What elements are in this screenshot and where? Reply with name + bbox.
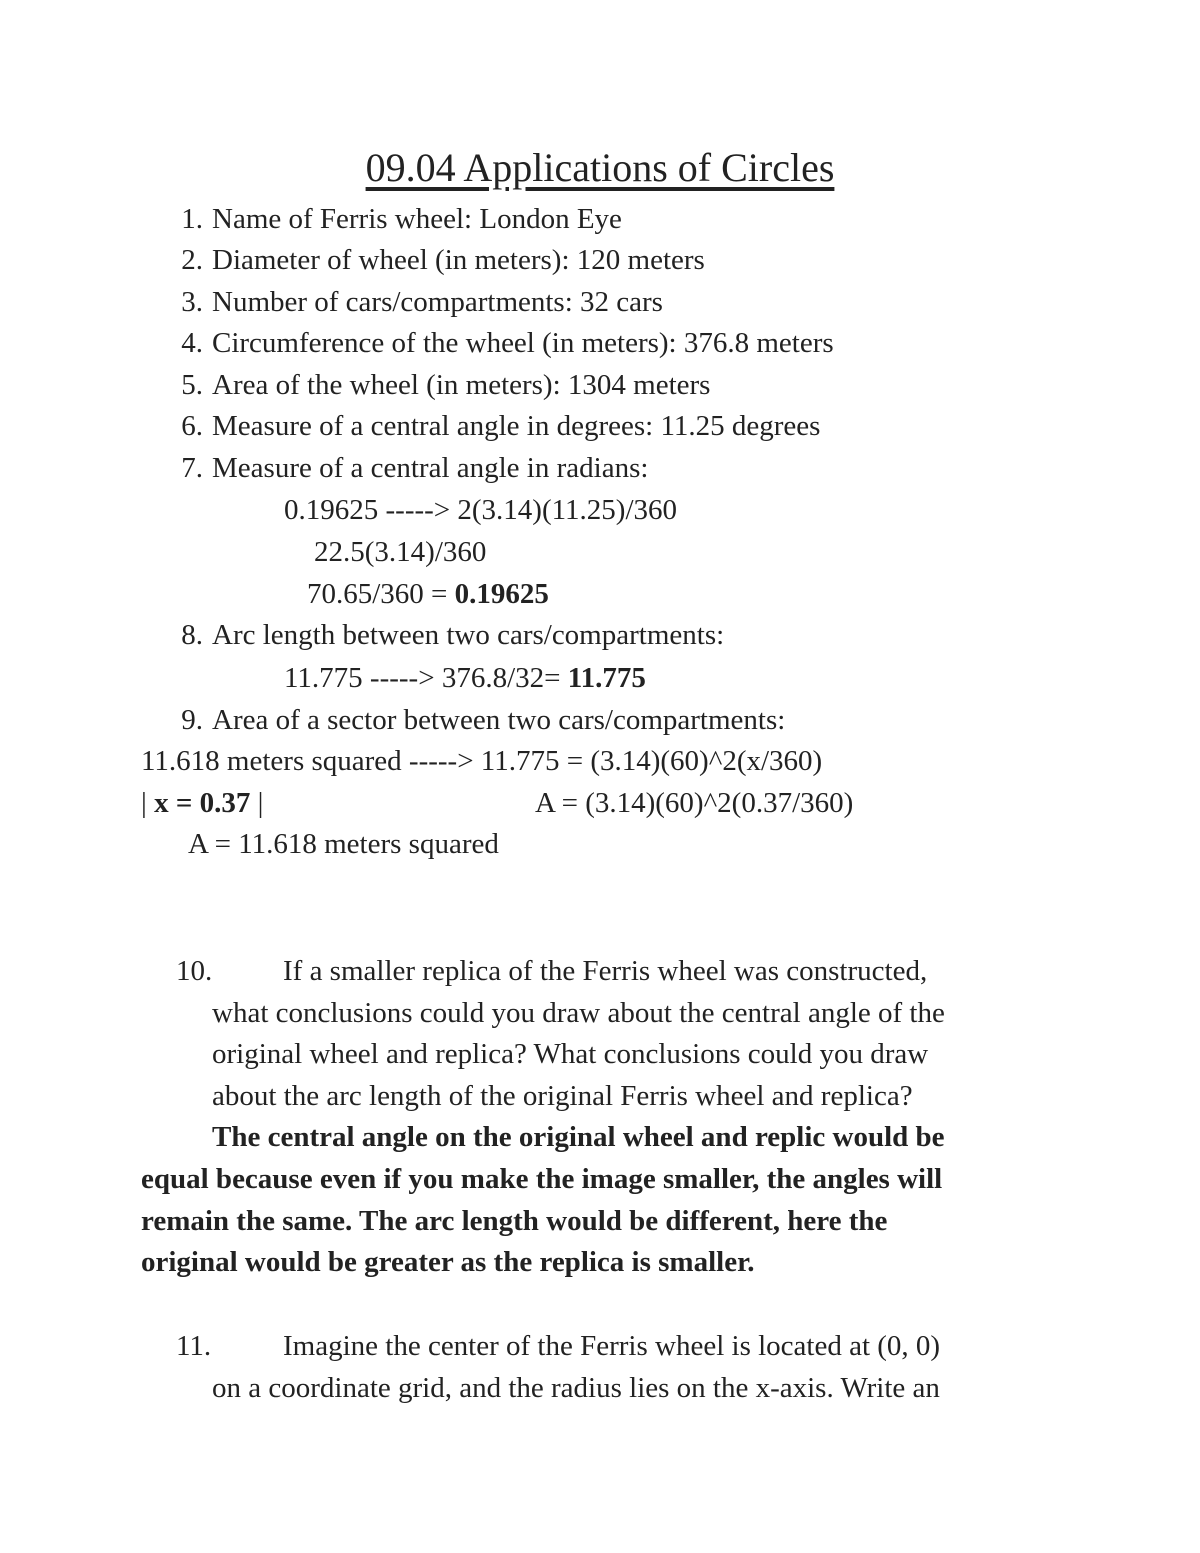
- list-number: 3.: [181, 286, 203, 318]
- list-number: 7.: [181, 452, 203, 484]
- list-item: Name of Ferris wheel: London Eye: [212, 203, 622, 235]
- list-item: Number of cars/compartments: 32 cars: [212, 286, 663, 318]
- q8-work-line: 11.775 -----> 376.8/32= 11.775: [284, 662, 646, 694]
- q10-answer-line: equal because even if you make the image smaller, the angles will: [141, 1163, 943, 1195]
- q11-question-line: on a coordinate grid, and the radius lies on the x-axis. Write an: [212, 1372, 940, 1404]
- list-item: Diameter of wheel (in meters): 120 meters: [212, 244, 705, 276]
- list-item: Arc length between two cars/compartments:: [212, 619, 725, 651]
- q9-work-line-1: 11.618 meters squared -----> 11.775 = (3.14)(60)^2(x/360): [141, 745, 823, 777]
- q7-work-line-1: 0.19625 -----> 2(3.14)(11.25)/360: [284, 494, 678, 526]
- list-item: Circumference of the wheel (in meters): 376.8 meters: [212, 327, 834, 359]
- list-number: 8.: [181, 619, 203, 651]
- q9-result: A = 11.618 meters squared: [188, 828, 499, 860]
- q10-question-line: original wheel and replica? What conclusions could you draw: [212, 1038, 929, 1070]
- q9-x-value: | x = 0.37 |: [141, 787, 264, 819]
- list-number: 1.: [181, 203, 203, 235]
- q7-work-line-3: 70.65/360 = 0.19625: [307, 578, 549, 610]
- list-number: 6.: [181, 410, 203, 442]
- q9-formula: A = (3.14)(60)^2(0.37/360): [535, 787, 854, 819]
- list-number: 4.: [181, 327, 203, 359]
- list-number: 9.: [181, 704, 203, 736]
- list-item: Area of a sector between two cars/compartments:: [212, 704, 786, 736]
- page-title: 09.04 Applications of Circles: [365, 145, 835, 190]
- q10-question-line: what conclusions could you draw about the central angle of the: [212, 997, 945, 1029]
- q10-answer-line: original would be greater as the replica is smaller.: [141, 1246, 755, 1278]
- list-number: 2.: [181, 244, 203, 276]
- q10-answer-line: The central angle on the original wheel and replic would be: [212, 1121, 945, 1153]
- list-item: Measure of a central angle in degrees: 11.25 degrees: [212, 410, 821, 442]
- q7-work-line-2: 22.5(3.14)/360: [314, 536, 487, 568]
- list-number: 11.: [176, 1330, 212, 1362]
- list-number: 10.: [176, 955, 213, 987]
- q10-question-line: about the arc length of the original Ferris wheel and replica?: [212, 1080, 913, 1112]
- q10-answer-line: remain the same. The arc length would be different, here the: [141, 1205, 888, 1237]
- list-number: 5.: [181, 369, 203, 401]
- list-item: Area of the wheel (in meters): 1304 meters: [212, 369, 711, 401]
- q11-question-line: Imagine the center of the Ferris wheel is located at (0, 0): [283, 1330, 941, 1362]
- list-item: Measure of a central angle in radians:: [212, 452, 649, 484]
- q10-question-line: If a smaller replica of the Ferris wheel was constructed,: [283, 955, 928, 987]
